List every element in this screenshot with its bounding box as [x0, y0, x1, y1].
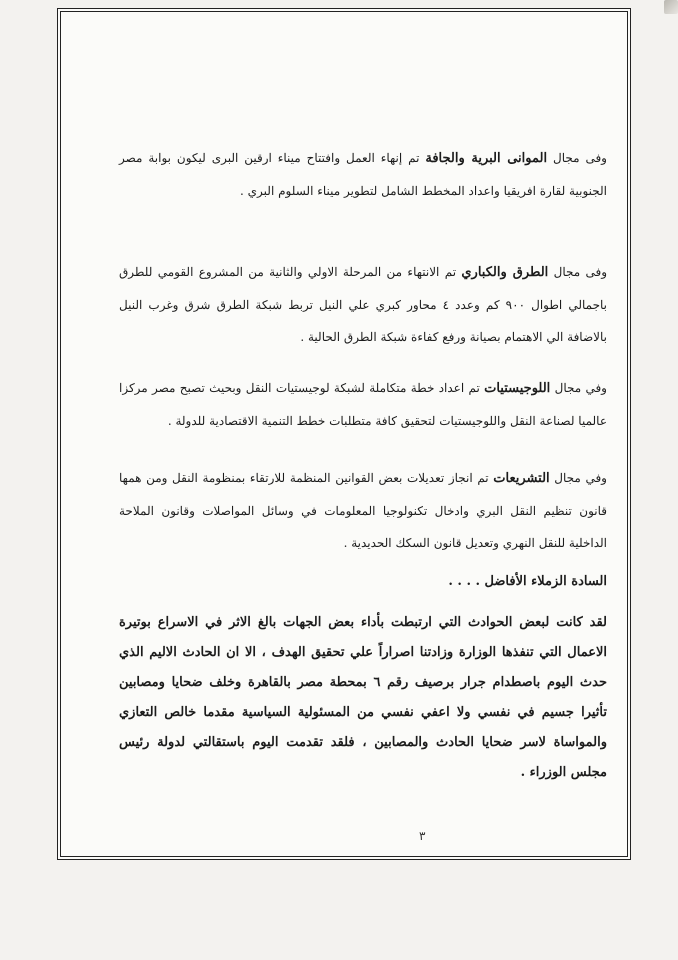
paragraph-text: تم اعداد خطة متكاملة لشبكة لوجيستيات النقل وبحيث تصبح مصر مركزا عالميا لصناعة النقل واللوجيستيات لتحقيق كافة متطلبات خطط التنمية الاقتصادية للدولة .	[119, 381, 607, 428]
page-border-frame	[57, 8, 631, 860]
paragraph-prefix: وفي مجال	[554, 471, 607, 485]
scan-corner-mark	[664, 0, 678, 14]
salutation-heading: السادة الزملاء الأفاضل . . . .	[448, 574, 607, 589]
paragraph-legislation	[119, 462, 607, 559]
paragraph-text: تم انجاز تعديلات بعض القوانين المنظمة للارتقاء بمنظومة النقل ومن همها قانون تنظيم النقل البري وادخال تكنولوجيا المعلومات في وسائل المواصلات وقانون الملاحة الداخلية للنقل النهري وتعديل قانون السكك الحديدية .	[119, 471, 607, 550]
paragraph-lead: اللوجيستيات	[484, 381, 551, 396]
paragraph-roads-bridges	[119, 256, 607, 353]
paragraph-logistics	[119, 372, 607, 437]
paragraph-prefix: وفى مجال	[553, 265, 608, 279]
document-body	[119, 12, 607, 856]
paragraph-text: تم إنهاء العمل وافتتاح ميناء ارقين البرى ليكون بوابة مصر الجنوبية لقارة افريقيا واعداد المخطط الشامل لتطوير ميناء السلوم البري .	[119, 151, 607, 198]
paragraph-lead: الطرق والكباري	[461, 265, 549, 280]
paragraph-lead: التشريعات	[493, 471, 550, 486]
page-number: ٣	[419, 829, 426, 843]
paragraph-prefix: وفى مجال	[553, 151, 607, 165]
paragraph-lead: الموانى البرية والجافة	[425, 151, 548, 166]
paragraph-text: تم الانتهاء من المرحلة الاولي والثانية من المشروع القومي للطرق باجمالي اطوال ٩٠٠ كم وعدد ٤ محاور كبري علي النيل تربط شبكة الطرق شرق وغرب النيل بالاضافة الي الاهتمام بصيانة ورفع كفاءة شبكة الطرق الحالية .	[119, 265, 608, 344]
resignation-paragraph: لقد كانت لبعض الحوادث التي ارتبطت بأداء بعض الجهات بالغ الاثر في الاسراع بوتيرة الاعمال التي تنفذها الوزارة وزادتنا اصراراً علي تحقيق الهدف ، الا ان الحادث الاليم الذي حدث اليوم باصطدام جرار برصيف رقم ٦ بمحطة مصر بالقاهرة وخلف ضحايا ومصابين تأثيرا جسيم في نفسي ولا اعفي نفسي من المسئولية السياسية مقدما خالص التعازي والمواساة لاسر ضحايا الحادث والمصابين ، فلقد تقدمت اليوم باستقالتي لدولة رئيس مجلس الوزراء .	[119, 615, 607, 780]
paragraph-prefix: وفي مجال	[554, 381, 607, 395]
paragraph-land-ports	[119, 142, 607, 207]
